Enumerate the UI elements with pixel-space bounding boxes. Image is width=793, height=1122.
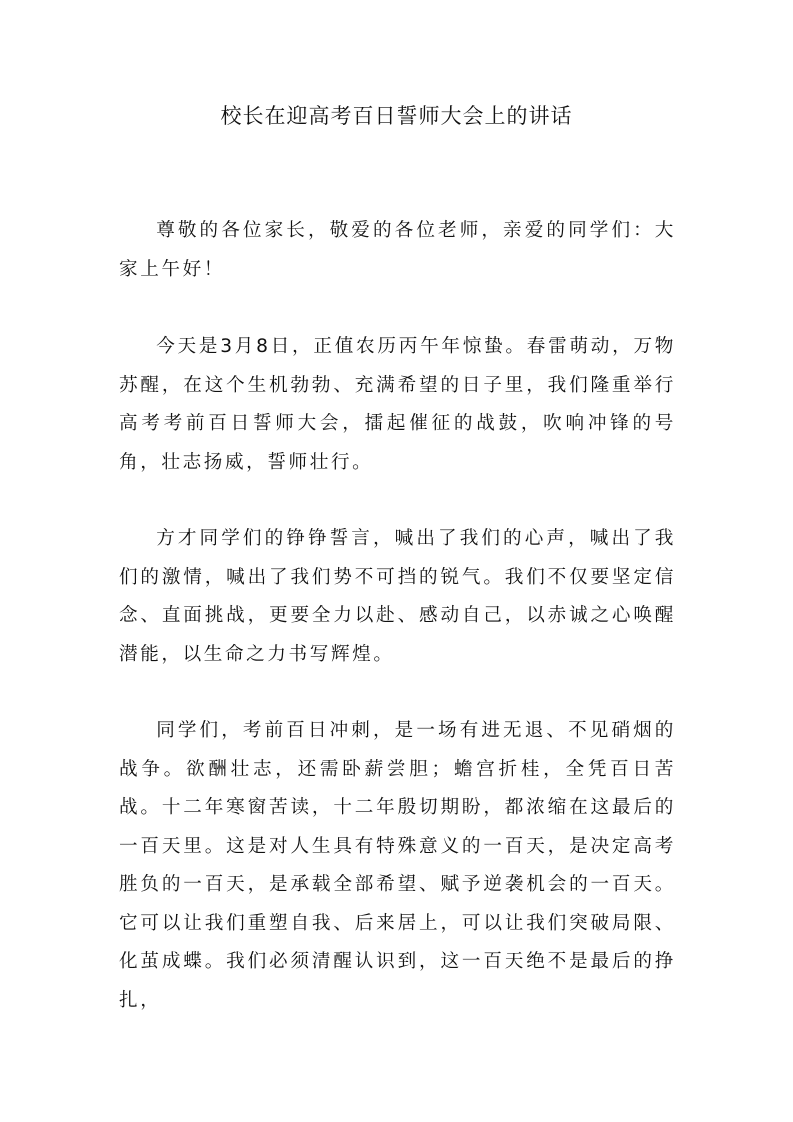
document-title: 校长在迎高考百日誓师大会上的讲话 (220, 104, 573, 128)
body-paragraph: 方才同学们的铮铮誓言，喊出了我们的心声，喊出了我们的激情，喊出了我们势不可挡的锐气。我们不仅要坚定信念、直面挑战，更要全力以赴、感动自己，以赤诚之心唤醒潜能，以生命之力书写辉煌。 (119, 528, 676, 665)
body-paragraph: 今天是3月8日，正值农历丙午年惊蛰。春雷萌动，万物苏醒，在这个生机勃勃、充满希望的日子里，我们隆重举行高考考前百日誓师大会，擂起催征的战鼓，吹响冲锋的号角，壮志扬威，誓师壮行。 (119, 336, 676, 473)
body-paragraph: 同学们，考前百日冲刺，是一场有进无退、不见硝烟的战争。欲酬壮志，还需卧薪尝胆；蟾宫折桂，全凭百日苦战。十二年寒窗苦读，十二年殷切期盼，都浓缩在这最后的一百天里。这是对人生具有特殊意义的一百天，是决定高考胜负的一百天，是承载全部希望、赋予逆袭机会的一百天。它可以让我们重塑自我、后来居上，可以让我们突破局限、化茧成蝶。我们必须清醒认识到，这一百天绝不是最后的挣扎， (119, 720, 676, 1011)
greeting-paragraph: 尊敬的各位家长，敬爱的各位老师，亲爱的同学们：大家上午好！ (119, 220, 676, 280)
